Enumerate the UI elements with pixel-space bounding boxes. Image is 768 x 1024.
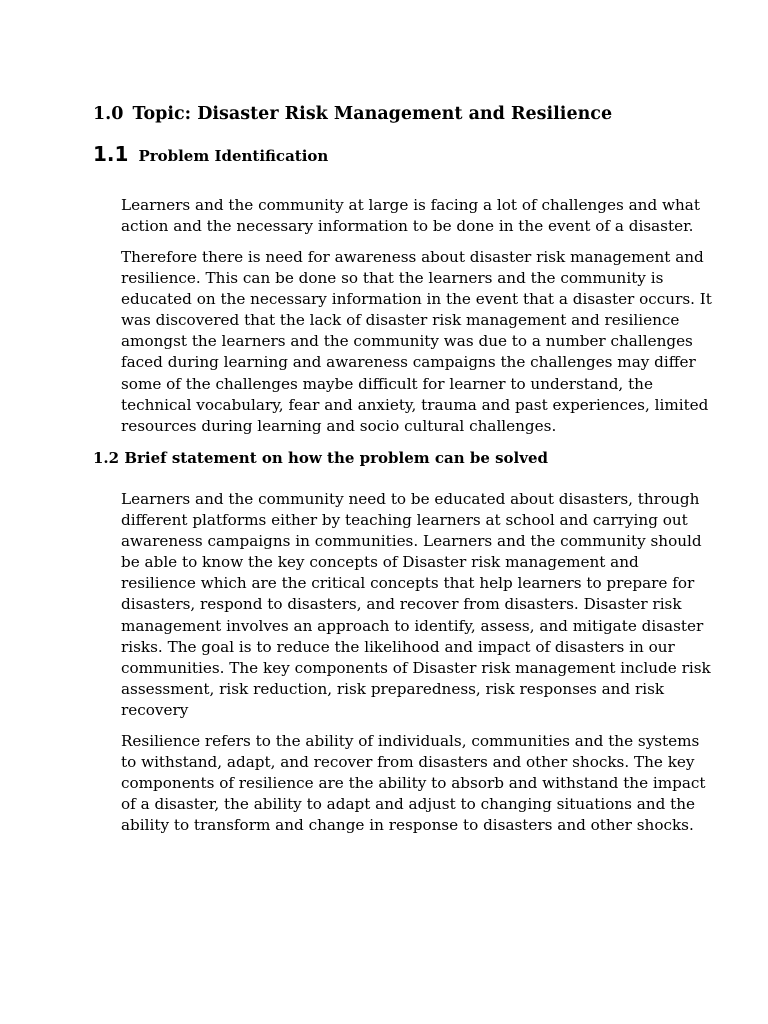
- text-line: to withstand, adapt, and recover from disasters and other shocks. The key: [121, 753, 695, 772]
- text-line: Learners and the community at large is facing a lot of challenges and what: [121, 196, 700, 214]
- text-line: different platforms either by teaching learners at school and carrying out: [121, 511, 688, 530]
- text-line: of a disaster, the ability to adapt and adjust to changing situations and the: [121, 795, 695, 814]
- text-line: risks. The goal is to reduce the likelihood and impact of disasters in our: [121, 637, 675, 656]
- text-line: resilience which are the critical concepts that help learners to prepare for: [121, 574, 695, 593]
- text-line: technical vocabulary, fear and anxiety, trauma and past experiences, limited: [121, 395, 709, 414]
- topic-heading-number: 1.0: [93, 104, 124, 124]
- text-line: Therefore there is need for awareness about disaster risk management and: [121, 248, 704, 266]
- text-line: recovery: [121, 700, 189, 719]
- text-line: ability to transform and change in response to disasters and other shocks.: [121, 816, 694, 835]
- problem-identification-number: 1.1: [93, 142, 129, 166]
- text-line: was discovered that the lack of disaster risk management and resilience: [121, 311, 680, 330]
- text-line: some of the challenges maybe difficult for learner to understand, the: [121, 374, 653, 393]
- text-line: resources during learning and socio cultural challenges.: [121, 416, 557, 435]
- text-line: communities. The key components of Disaster risk management include risk: [121, 658, 711, 677]
- text-line: awareness campaigns in communities. Learners and the community should: [121, 532, 702, 551]
- topic-heading: [93, 102, 612, 126]
- paragraph-resilience-definition: [121, 731, 706, 836]
- problem-identification-text: Problem Identification: [138, 147, 329, 165]
- paragraph-awareness-need: [121, 247, 712, 437]
- problem-identification-heading: [93, 141, 328, 169]
- text-line: assessment, risk reduction, risk preparedness, risk responses and risk: [121, 679, 665, 698]
- paragraph-education-solution: [121, 489, 711, 721]
- text-line: resilience. This can be done so that the learners and the community is: [121, 269, 664, 288]
- text-line: educated on the necessary information in the event that a disaster occurs. It: [121, 290, 712, 309]
- solution-statement-heading: 1.2 Brief statement on how the problem can be solved: [93, 449, 548, 467]
- text-line: faced during learning and awareness campaigns the challenges may differ: [121, 353, 696, 372]
- text-line: be able to know the key concepts of Disaster risk management and: [121, 553, 639, 572]
- text-line: amongst the learners and the community was due to a number challenges: [121, 332, 693, 351]
- paragraph-problem-intro: [121, 195, 700, 237]
- text-line: components of resilience are the ability to absorb and withstand the impact: [121, 774, 706, 793]
- text-line: Resilience refers to the ability of individuals, communities and the systems: [121, 732, 700, 750]
- text-line: management involves an approach to identify, assess, and mitigate disaster: [121, 616, 704, 635]
- topic-heading-text: Topic: Disaster Risk Management and Resilience: [132, 104, 613, 124]
- text-line: Learners and the community need to be educated about disasters, through: [121, 490, 700, 508]
- text-line: disasters, respond to disasters, and recover from disasters. Disaster risk: [121, 595, 682, 614]
- text-line: action and the necessary information to be done in the event of a disaster.: [121, 217, 694, 236]
